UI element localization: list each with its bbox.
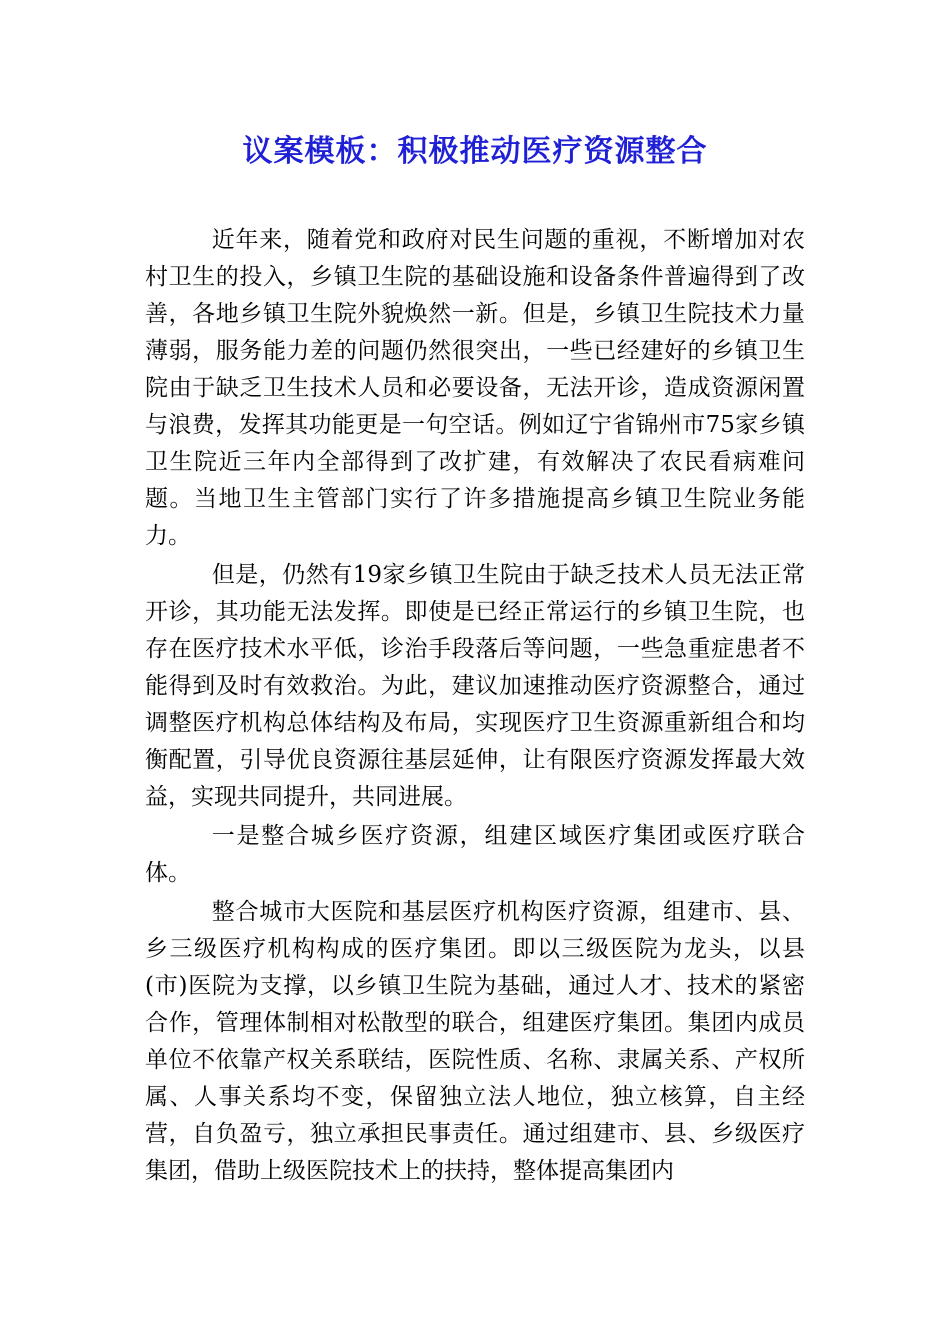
paragraph-1: 近年来，随着党和政府对民生问题的重视，不断增加对农村卫生的投入，乡镇卫生院的基础设施和设备条件普遍得到了改善，各地乡镇卫生院外貌焕然一新。但是，乡镇卫生院技术力量薄弱，服务能力差的问题仍然很突出，一些已经建好的乡镇卫生院由于缺乏卫生技术人员和必要设备，无法开诊，造成资源闲置与浪费，发挥其功能更是一句空话。例如辽宁省锦州市75家乡镇卫生院近三年内全部得到了改扩建，有效解决了农民看病难问题。当地卫生主管部门实行了许多措施提高乡镇卫生院业务能力。: [145, 227, 805, 549]
paragraph-3: 一是整合城乡医疗资源，组建区域医疗集团或医疗联合体。: [145, 823, 805, 886]
document-title: 议案模板：积极推动医疗资源整合: [242, 134, 708, 169]
document-body: [145, 222, 805, 1190]
paragraph-4: 整合城市大医院和基层医疗机构医疗资源，组建市、县、乡三级医疗机构构成的医疗集团。即以三级医院为龙头，以县(市)医院为支撑，以乡镇卫生院为基础，通过人才、技术的紧密合作，管理体制相对松散型的联合，组建医疗集团。集团内成员单位不依靠产权关系联结，医院性质、名称、隶属关系、产权所属、人事关系均不变，保留独立法人地位，独立核算，自主经营，自负盈亏，独立承担民事责任。通过组建市、县、乡级医疗集团，借助上级医院技术上的扶持，整体提高集团内: [145, 899, 805, 1184]
paragraph-2: 但是，仍然有19家乡镇卫生院由于缺乏技术人员无法正常开诊，其功能无法发挥。即使是已经正常运行的乡镇卫生院，也存在医疗技术水平低，诊治手段落后等问题，一些急重症患者不能得到及时有效救治。为此，建议加速推动医疗资源整合，通过调整医疗机构总体结构及布局，实现医疗卫生资源重新组合和均衡配置，引导优良资源往基层延伸，让有限医疗资源发挥最大效益，实现共同提升，共同进展。: [145, 562, 805, 810]
